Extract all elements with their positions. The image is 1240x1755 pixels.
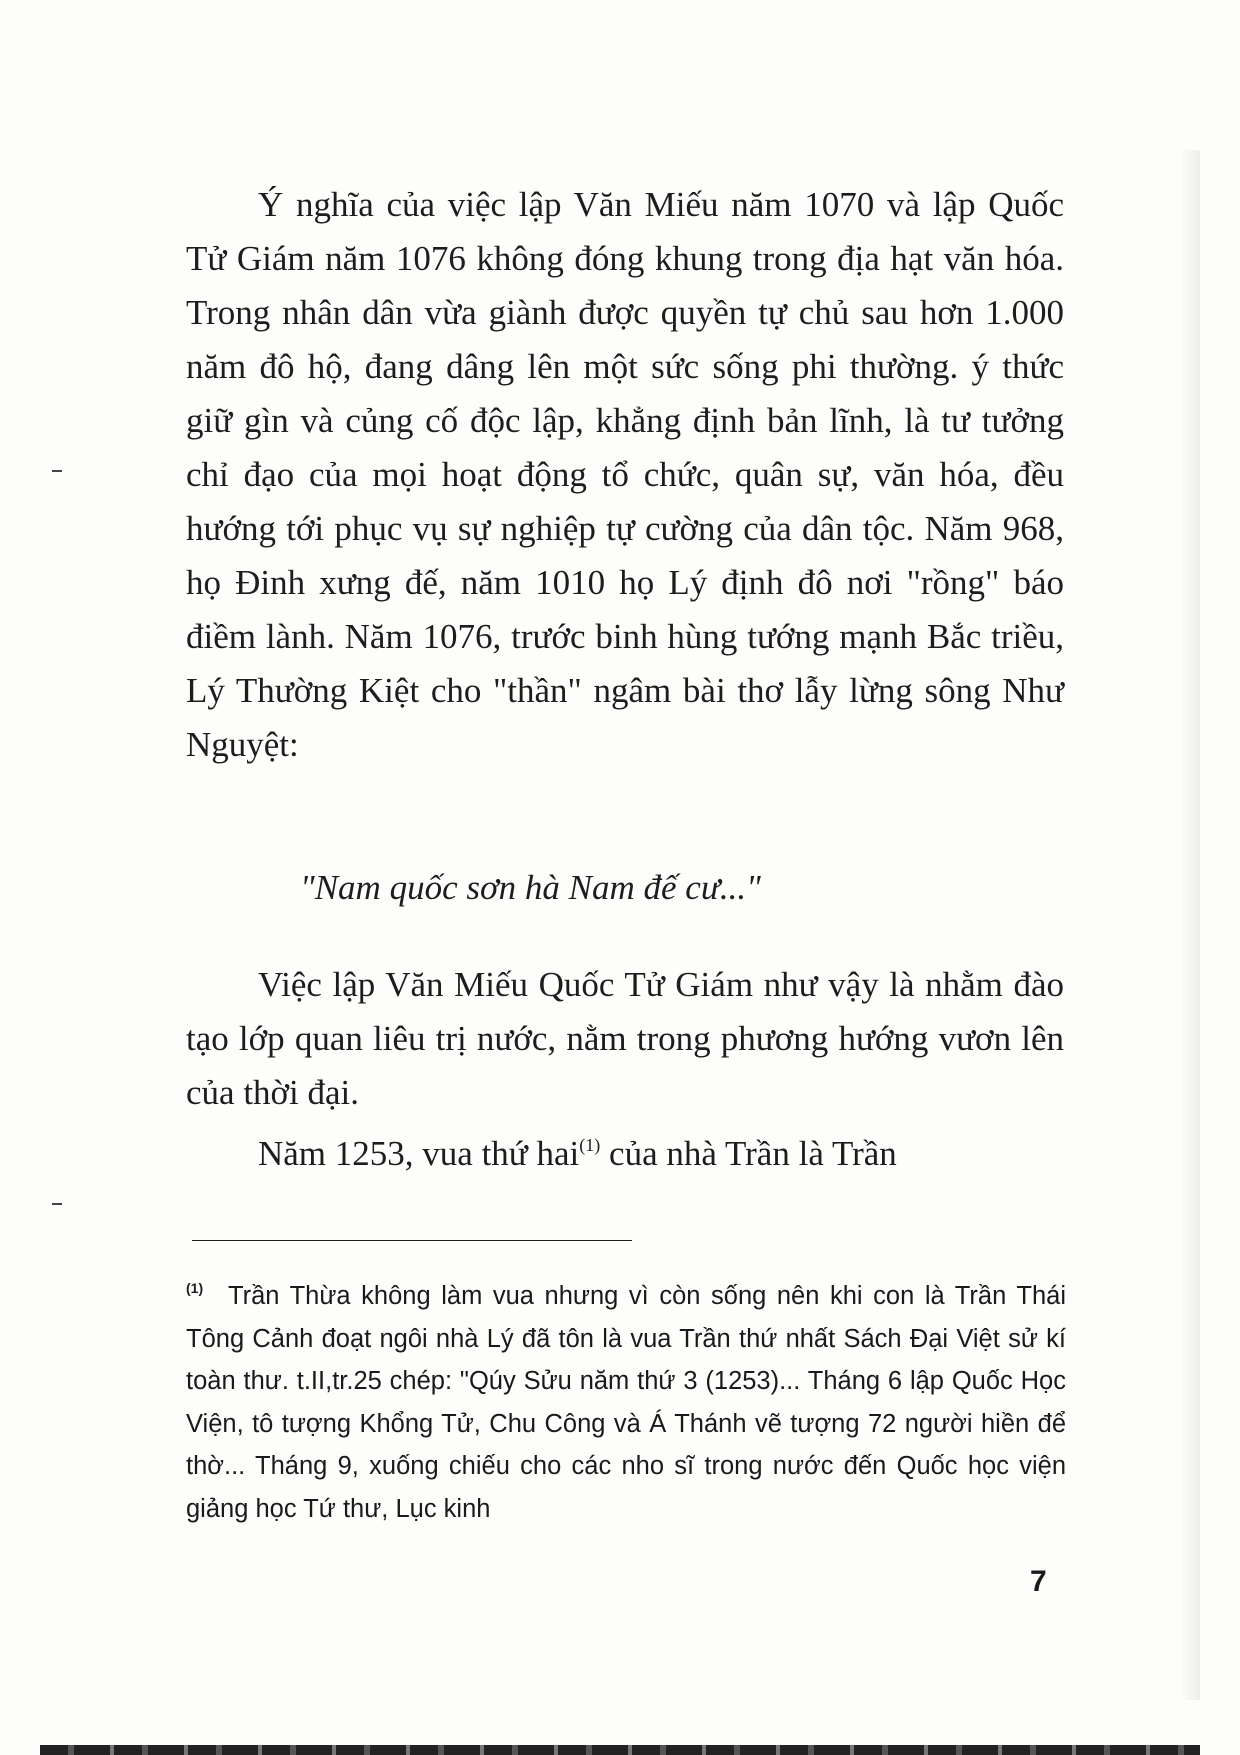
paragraph-1: Ý nghĩa của việc lập Văn Miếu năm 1070 và lập Quốc Tử Giám năm 1076 không đóng khung trong địa hạt văn hóa. Trong nhân dân vừa giành được quyền tự chủ sau hơn 1.000 năm đô hộ, đang dâng lên một sức sống phi thường. ý thức giữ gìn và củng cố độc lập, khẳng định bản lĩnh, là tư tưởng chỉ đạo của mọi hoạt động tổ chức, quân sự, văn hóa, đều hướng tới phục vụ sự nghiệp tự cường của dân tộc. Năm 968, họ Đinh xưng đế, năm 1010 họ Lý định đô nơi "rồng" báo điềm lành. Năm 1076, trước binh hùng tướng mạnh Bắc triều, Lý Thường Kiệt cho "thần" ngâm bài thơ lẫy lừng sông Như Nguyệt: bbox=[186, 185, 1064, 764]
poem-quote: "Nam quốc sơn hà Nam đế cư..." bbox=[300, 868, 761, 907]
margin-mark bbox=[52, 470, 62, 472]
footnote bbox=[186, 1275, 1066, 1530]
footnote-text: Trần Thừa không làm vua nhưng vì còn sống nên khi con là Trần Thái Tông Cảnh đoạt ngôi nhà Lý đã tôn là vua Trần thứ nhất Sách Đại Việt sử kí toàn thư. t.II,tr.25 chép: "Qúy Sửu năm thứ 3 (1253)... Tháng 6 lập Quốc Học Viện, tô tượng Khổng Tử, Chu Công và Á Thánh vẽ tượng 72 người hiền để thờ... Tháng 9, xuống chiếu cho các nho sĩ trong nước đến Quốc học viện giảng học Tứ thư, Lục kinh bbox=[186, 1282, 1066, 1523]
scan-edge-strip bbox=[40, 1745, 1200, 1755]
footnote-divider bbox=[192, 1240, 632, 1241]
paragraph-3 bbox=[186, 1127, 1064, 1181]
footnote-marker: (1) bbox=[186, 1280, 204, 1296]
paragraph-3-end: của nhà Trần là Trần bbox=[600, 1134, 897, 1173]
show-through-shadow bbox=[1180, 150, 1200, 1700]
page-number: 7 bbox=[1030, 1565, 1047, 1598]
paragraph-2: Việc lập Văn Miếu Quốc Tử Giám như vậy là nhằm đào tạo lớp quan liêu trị nước, nằm trong phương hướng vươn lên của thời đại. bbox=[186, 965, 1064, 1112]
footnote-reference: (1) bbox=[579, 1135, 601, 1155]
paragraph-3-start: Năm 1253, vua thứ hai bbox=[258, 1134, 580, 1173]
margin-mark bbox=[52, 1203, 62, 1205]
